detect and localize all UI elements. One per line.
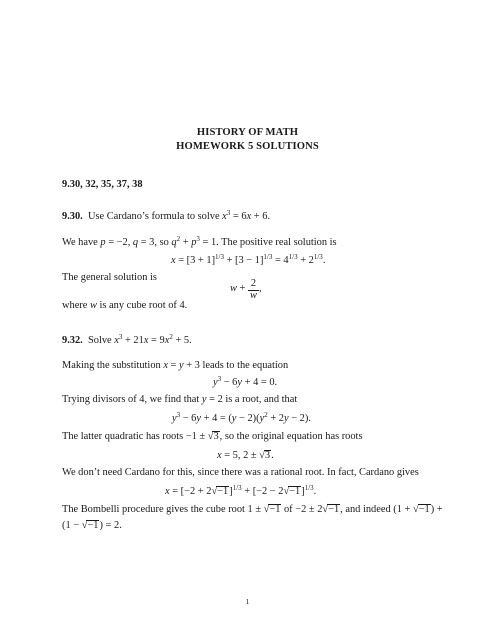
- problem-932-label: 9.32.: [62, 335, 83, 346]
- problem-932-eq2: $y^3 - 6y + 4 = (y - 2)(y^2 + 2y - 2)$.: [172, 411, 311, 424]
- problem-930-label: 9.30.: [62, 211, 83, 222]
- problem-932-line6: (1 − √−1) = 2.: [62, 520, 122, 531]
- problem-932-eq3: x = 5, 2 ± √3.: [217, 450, 274, 461]
- problem-930-line2: The general solution is: [62, 272, 157, 283]
- problem-list: 9.30, 32, 35, 37, 38: [62, 179, 143, 190]
- problem-932-line5: The Bombelli procedure gives the cube root 1 ± √−1 of −2 ± 2√−1, and indeed (1 + √−1) +: [62, 504, 443, 515]
- problem-930-eq2: w + $\frac{2}{w}$ ,: [230, 278, 262, 301]
- problem-932-statement: 9.32. Solve $x^3 + 21x = 9x^2 + 5$.: [62, 333, 192, 346]
- page-number: 1: [245, 597, 250, 606]
- problem-932-line2: Trying divisors of 4, we find that y = 2 is a root, and that: [62, 394, 298, 405]
- problem-932-line3: The latter quadratic has roots −1 ± √3, so the original equation has roots: [62, 431, 363, 442]
- problem-932-eq4: $x = [-2 + 2√-1]^{1/3} + [-2 - 2√-1]^{1/3}$.: [165, 484, 317, 497]
- problem-932-line4: We don’t need Cardano for this, since there was a rational root. In fact, Cardano gives: [62, 467, 419, 478]
- problem-930-line1: We have p = −2, q = 3, so $q^2 + p^3 = 1$. The positive real solution is: [62, 235, 337, 248]
- problem-932-eq1: $y^3 - 6y + 4 = 0$.: [213, 375, 278, 388]
- problem-930-eq1: $x = [3 + 1]^{1/3} + [3 - 1]^{1/3} = 4^{1/3} + 2^{1/3}$.: [171, 253, 326, 266]
- problem-932-line1: Making the substitution x = y + 3 leads to the equation: [62, 360, 289, 371]
- problem-930-statement: 9.30. Use Cardano’s formula to solve $x^3 = 6x + 6$.: [62, 209, 271, 222]
- document-title: HISTORY OF MATH: [196, 127, 299, 138]
- problem-930-line3: where w is any cube root of 4.: [62, 300, 188, 311]
- document-subtitle: HOMEWORK 5 SOLUTIONS: [176, 141, 319, 152]
